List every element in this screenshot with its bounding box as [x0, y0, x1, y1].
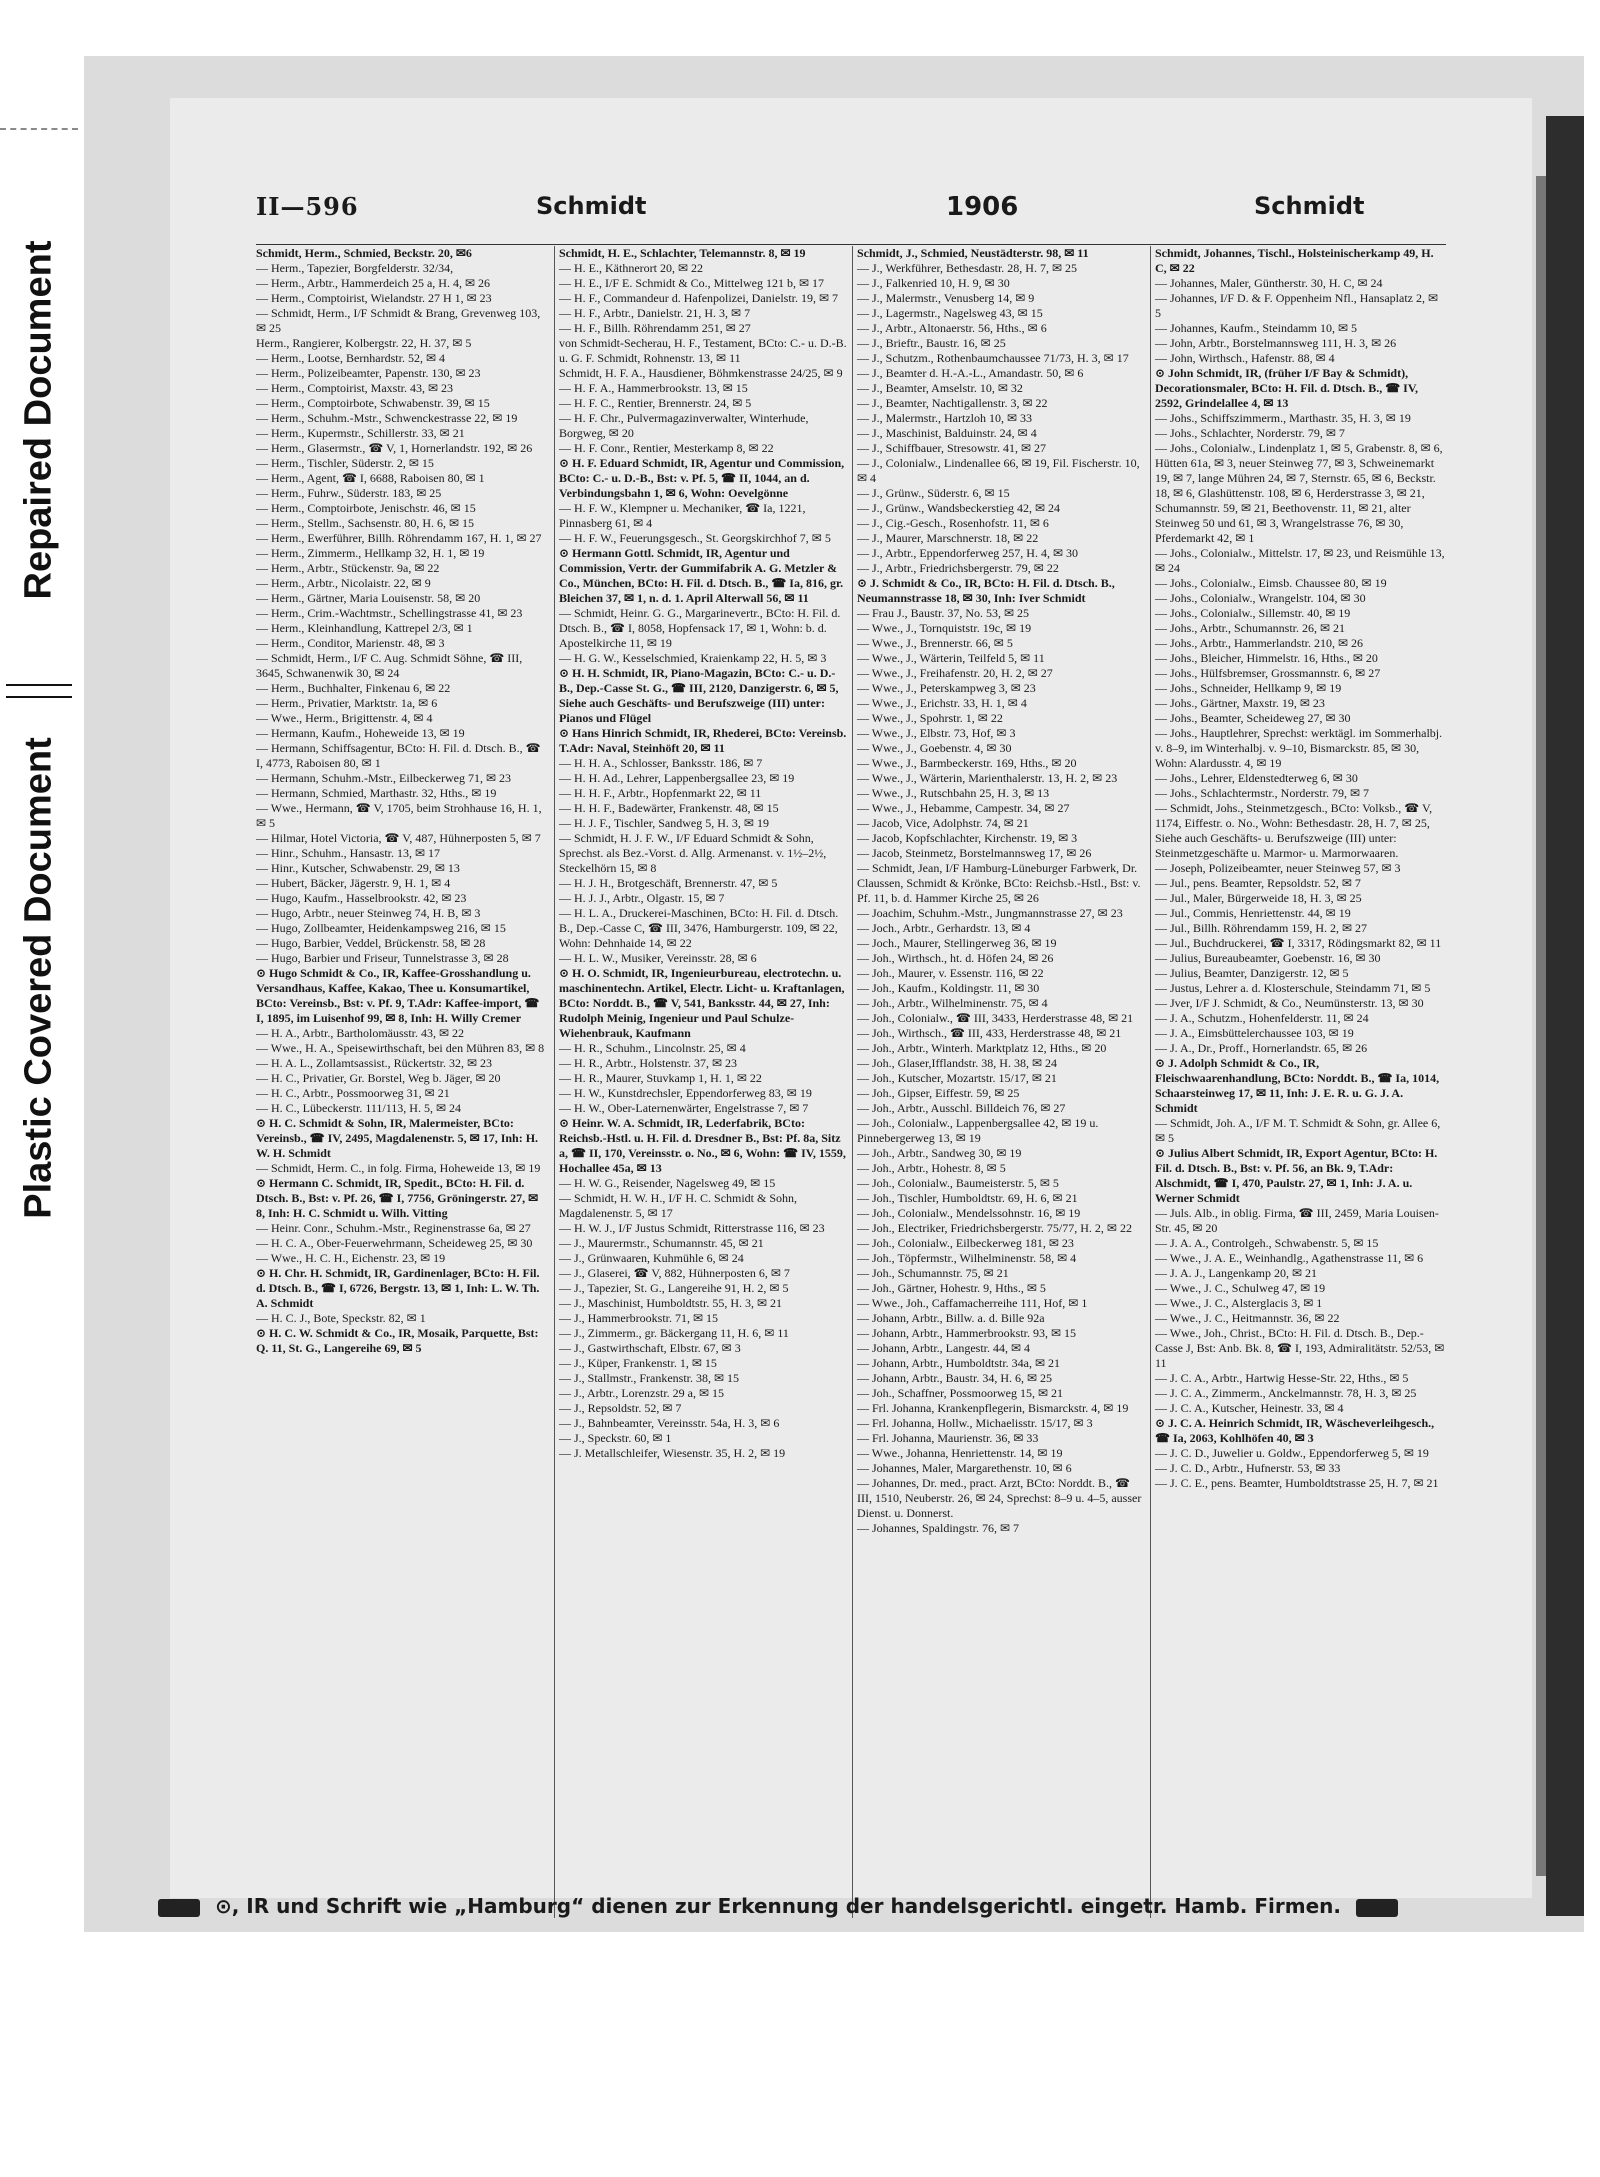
directory-entry: — H. H. Ad., Lehrer, Lappenbergsallee 23, ✉ 19	[559, 771, 795, 785]
directory-entry: — Johs., Gärtner, Maxstr. 19, ✉ 23	[1155, 696, 1325, 710]
directory-entry: — H. R., Maurer, Stuvkamp 1, H. 1, ✉ 22	[559, 1071, 762, 1085]
directory-entry: — Joseph, Polizeibeamter, neuer Steinweg 57, ✉ 3	[1155, 861, 1401, 875]
directory-entry: — Herm., Buchhalter, Finkenau 6, ✉ 22	[256, 681, 451, 695]
directory-entry: — J., Bahnbeamter, Vereinsstr. 54a, H. 3, ✉ 6	[559, 1416, 780, 1430]
directory-entry: — Wwe., J. C., Schulweg 47, ✉ 19	[1155, 1281, 1326, 1295]
directory-entry: — Jul., Billh. Röhrendamm 159, H. 2, ✉ 27	[1155, 921, 1368, 935]
directory-entry: — Wwe., J., Elbstr. 73, Hof, ✉ 3	[857, 726, 1016, 740]
directory-entry: — H. F., Commandeur d. Hafenpolizei, Danielstr. 19, ✉ 7	[559, 291, 839, 305]
directory-entry: — Hugo, Kaufm., Hasselbrookstr. 42, ✉ 23	[256, 891, 467, 905]
directory-entry: — H. F. W., Klempner u. Mechaniker, ☎ Ia, 1221, Pinnasberg 61, ✉ 4	[559, 501, 806, 530]
directory-entry: — J., Hammerbrookstr. 71, ✉ 15	[559, 1311, 719, 1325]
directory-entry: — Hugo, Arbtr., neuer Steinweg 74, H. B, ✉ 3	[256, 906, 481, 920]
directory-entry: — Wwe., J., Hebamme, Campestr. 34, ✉ 27	[857, 801, 1070, 815]
directory-entry: — J. C. A., Kutscher, Heinestr. 33, ✉ 4	[1155, 1401, 1344, 1415]
directory-entry: — Frl. Johanna, Krankenpflegerin, Bismarckstr. 4, ✉ 19	[857, 1401, 1129, 1415]
directory-entry: — Joh., Gärtner, Hohestr. 9, Hths., ✉ 5	[857, 1281, 1046, 1295]
directory-entry: Schmidt, Herm., Schmied, Beckstr. 20, ✉6	[256, 246, 472, 260]
directory-entry: — Johs., Hülfsbremser, Grossmannstr. 6, ✉ 27	[1155, 666, 1381, 680]
directory-entry: — H. F. C., Rentier, Brennerstr. 24, ✉ 5	[559, 396, 752, 410]
directory-entry: — Johannes, Dr. med., pract. Arzt, BCto: Norddt. B., ☎ III, 1510, Neuberstr. 26, ✉ 24, Sprechst: 8–9 u. 4–5, ausser Dienst. u. Donnerst.	[857, 1476, 1142, 1520]
directory-entry: — Herm., Stellm., Sachsenstr. 80, H. 6, ✉ 15	[256, 516, 475, 530]
directory-entry: — Joh., Schumannstr. 75, ✉ 21	[857, 1266, 1009, 1280]
directory-entry: — J., Falkenried 10, H. 9, ✉ 30	[857, 276, 1010, 290]
directory-entry: ⊙ Julius Albert Schmidt, IR, Export Agentur, BCto: H. Fil. d. Dtsch. B., Bst: v. Pf. 56, an Bk. 9, T.Adr: Alschmidt, ☎ I, 470, Paulstr. 27, ✉ 1, Inh: J. A. u. Werner Schmidt	[1155, 1146, 1438, 1205]
directory-entry: — J. A., Schutzm., Hohenfelderstr. 11, ✉ 24	[1155, 1011, 1369, 1025]
directory-entry: — J., Grünw., Wandsbeckerstieg 42, ✉ 24	[857, 501, 1061, 515]
directory-entry: — J. C. A., Zimmerm., Anckelmannstr. 78, H. 3, ✉ 25	[1155, 1386, 1417, 1400]
directory-entry: — Herm., Privatier, Marktstr. 1a, ✉ 6	[256, 696, 438, 710]
directory-entry: — Johannes, Maler, Güntherstr. 30, H. C, ✉ 24	[1155, 276, 1383, 290]
directory-entry: — Wwe., J., Erichstr. 33, H. 1, ✉ 4	[857, 696, 1027, 710]
directory-entry: — Joh., Wirthsch., ☎ III, 433, Herderstrasse 48, ✉ 21	[857, 1026, 1122, 1040]
directory-entry: ⊙ H. Chr. H. Schmidt, IR, Gardinenlager, BCto: H. Fil. d. Dtsch. B., ☎ I, 6726, Bergstr. 13, ✉ 1, Inh: L. W. Th. A. Schmidt	[256, 1266, 540, 1310]
directory-entry: — J., Maschinist, Humboldtstr. 55, H. 3, ✉ 21	[559, 1296, 783, 1310]
directory-entry: — Schmidt, Herm. C., in folg. Firma, Hoheweide 13, ✉ 19	[256, 1161, 541, 1175]
directory-entry: — Johann, Arbtr., Hammerbrookstr. 93, ✉ 15	[857, 1326, 1077, 1340]
label-divider	[6, 684, 72, 698]
directory-entry: — J., Zimmerm., gr. Bäckergang 11, H. 6, ✉ 11	[559, 1326, 789, 1340]
directory-entry: — J. C. E., pens. Beamter, Humboldtstrasse 25, H. 7, ✉ 21	[1155, 1476, 1439, 1490]
directory-entry: — Herm., Comptoirbote, Schwabenstr. 39, ✉ 15	[256, 396, 490, 410]
header-right-name: Schmidt	[1254, 192, 1365, 220]
directory-entry: — Hugo, Zollbeamter, Heidenkampsweg 216, ✉ 15	[256, 921, 506, 935]
directory-entry: — J., Maurer, Marschnerstr. 18, ✉ 22	[857, 531, 1039, 545]
directory-entry: — J., Grünwaaren, Kuhmühle 6, ✉ 24	[559, 1251, 744, 1265]
directory-entry: — Johs., Schlachtermstr., Norderstr. 79, ✉ 7	[1155, 786, 1370, 800]
directory-entry: — Herm., Conditor, Marienstr. 48, ✉ 3	[256, 636, 445, 650]
directory-entry: — Wwe., H. C. H., Eichenstr. 23, ✉ 19	[256, 1251, 446, 1265]
directory-entry: — Wwe., J., Freihafenstr. 20, H. 2, ✉ 27	[857, 666, 1053, 680]
directory-entry: — Juls. Alb., in oblig. Firma, ☎ III, 2459, Maria Louisen-Str. 45, ✉ 20	[1155, 1206, 1439, 1235]
directory-entry: ⊙ John Schmidt, IR, (früher I/F Bay & Schmidt), Decorationsmaler, BCto: H. Fil. d. Dtsch. B., ☎ IV, 2592, Grindelallee 4, ✉ 13	[1155, 366, 1418, 410]
directory-entry: — Johannes, Kaufm., Steindamm 10, ✉ 5	[1155, 321, 1358, 335]
directory-entry: — J., Beamter, Nachtigallenstr. 3, ✉ 22	[857, 396, 1048, 410]
directory-entry: — Joh., Colonialw., Eilbeckerweg 181, ✉ 23	[857, 1236, 1074, 1250]
directory-entry: — J., Tapezier, St. G., Langereihe 91, H. 2, ✉ 5	[559, 1281, 789, 1295]
directory-entry: — Wwe., J., Brennerstr. 66, ✉ 5	[857, 636, 1013, 650]
directory-entry: ⊙ J. C. A. Heinrich Schmidt, IR, Wäscheverleihgesch., ☎ Ia, 2063, Kohlhöfen 40, ✉ 3	[1155, 1416, 1435, 1445]
directory-entry: — Jacob, Kopfschlachter, Kirchenstr. 19, ✉ 3	[857, 831, 1078, 845]
directory-entry: — Herm., Arbtr., Hammerdeich 25 a, H. 4, ✉ 26	[256, 276, 491, 290]
directory-entry: — H. E., Käthnerort 20, ✉ 22	[559, 261, 704, 275]
directory-entry: — Herm., Kupermstr., Schillerstr. 33, ✉ 21	[256, 426, 465, 440]
directory-entry: — J., Arbtr., Altonaerstr. 56, Hths., ✉ 6	[857, 321, 1047, 335]
directory-entry: — J., Küper, Frankenstr. 1, ✉ 15	[559, 1356, 717, 1370]
directory-entry: — Johs., Schneider, Hellkamp 9, ✉ 19	[1155, 681, 1342, 695]
directory-entry: — H. C., Arbtr., Possmoorweg 31, ✉ 21	[256, 1086, 450, 1100]
directory-entry: — Johs., Colonialw., Wrangelstr. 104, ✉ 30	[1155, 591, 1366, 605]
directory-entry: — J., Glaserei, ☎ V, 882, Hühnerposten 6, ✉ 7	[559, 1266, 790, 1280]
directory-column-2	[554, 246, 849, 1918]
directory-entry: — J., Repsoldstr. 52, ✉ 7	[559, 1401, 682, 1415]
directory-entry: — H. W., Ober-Laternenwärter, Engelstrasse 7, ✉ 7	[559, 1101, 809, 1115]
directory-entry: — Schmidt, H. J. F. W., I/F Eduard Schmidt & Sohn, Sprechst. als Bez.-Vorst. d. Allg. Armenanst. v. 1½–2½, Steckelhörn 15, ✉ 8	[559, 831, 827, 875]
directory-entry: — H. C., Privatier, Gr. Borstel, Weg b. Jäger, ✉ 20	[256, 1071, 501, 1085]
directory-entry: — Hinr., Kutscher, Schwabenstr. 29, ✉ 13	[256, 861, 460, 875]
repaired-document-label: Repaired Document	[17, 240, 60, 600]
header-left-name: Schmidt	[536, 192, 647, 220]
directory-entry: — Herm., Ewerführer, Billh. Röhrendamm 167, H. 1, ✉ 27	[256, 531, 542, 545]
directory-entry: — Herm., Arbtr., Nicolaistr. 22, ✉ 9	[256, 576, 431, 590]
directory-entry: — Joh., Glaser,Ifflandstr. 38, H. 38, ✉ 24	[857, 1056, 1057, 1070]
directory-entry: — J., Malermstr., Hartzloh 10, ✉ 33	[857, 411, 1033, 425]
scanner-edge	[1546, 116, 1584, 1916]
directory-entry: ⊙ H. O. Schmidt, IR, Ingenieurbureau, electrotechn. u. maschinentechn. Artikel, Electr. Licht- u. Kraftanlagen, BCto: Norddt. B., ☎ V, 541, Banksstr. 44, ✉ 27, Inh: Rudolph Meinig, Ingenieur und Paul Schulze-Wiehenbrauk, Kaufmann	[559, 966, 845, 1040]
directory-entry: — Justus, Lehrer a. d. Klosterschule, Steindamm 71, ✉ 5	[1155, 981, 1431, 995]
directory-entry: ⊙ J. Schmidt & Co., IR, BCto: H. Fil. d. Dtsch. B., Neumannstrasse 18, ✉ 30, Inh: Iver Schmidt	[857, 576, 1115, 605]
document-status-sidebar	[0, 0, 78, 2177]
directory-entry: — Frl. Johanna, Hollw., Michaelisstr. 15/17, ✉ 3	[857, 1416, 1093, 1430]
directory-entry: — Johs., Schiffszimmerm., Marthastr. 35, H. 3, ✉ 19	[1155, 411, 1411, 425]
directory-entry: — J. C. D., Arbtr., Hufnerstr. 53, ✉ 33	[1155, 1461, 1341, 1475]
directory-entry: — John, Arbtr., Borstelmannsweg 111, H. 3, ✉ 26	[1155, 336, 1397, 350]
directory-entry: — Herm., Gärtner, Maria Louisenstr. 58, ✉ 20	[256, 591, 481, 605]
directory-entry: — Wwe., J. A. E., Weinhandlg., Agathenstrasse 11, ✉ 6	[1155, 1251, 1424, 1265]
directory-entry: ⊙ Hans Hinrich Schmidt, IR, Rhederei, BCto: Vereinsb. T.Adr: Naval, Steinhöft 20, ✉ 11	[559, 726, 847, 755]
directory-entry: — Joh., Arbtr., Hohestr. 8, ✉ 5	[857, 1161, 1006, 1175]
directory-entry: ⊙ Heinr. W. A. Schmidt, IR, Lederfabrik, BCto: Reichsb.-Hstl. u. H. Fil. d. Dresdner B., Bst: Pf. 8a, Sitz a, ☎ II, 170, Vereinsstr. o. No., ✉ 6, Wohn: ☎ IV, 1559, Hochallee 45a, ✉ 13	[559, 1116, 846, 1175]
directory-entry: — J., Beamter d. H.-A.-L., Amandastr. 50, ✉ 6	[857, 366, 1084, 380]
directory-column-1	[256, 246, 546, 1918]
directory-entry: — Herm., Comptoirist, Maxstr. 43, ✉ 23	[256, 381, 454, 395]
directory-entry: von Schmidt-Secherau, H. F., Testament, BCto: C.- u. D.-B. u. G. F. Schmidt, Rohnenstr. 13, ✉ 11	[559, 336, 847, 365]
directory-entry: — John, Wirthsch., Hafenstr. 88, ✉ 4	[1155, 351, 1335, 365]
directory-entry: — Herm., Comptoirbote, Jenischstr. 46, ✉ 15	[256, 501, 476, 515]
directory-entry: — Johs., Arbtr., Schumannstr. 26, ✉ 21	[1155, 621, 1346, 635]
directory-entry: — Joh., Arbtr., Sandweg 30, ✉ 19	[857, 1146, 1022, 1160]
directory-entry: — Johannes, Maler, Margarethenstr. 10, ✉ 6	[857, 1461, 1072, 1475]
directory-entry: — H. F., Billh. Röhrendamm 251, ✉ 27	[559, 321, 751, 335]
directory-entry: — J., Colonialw., Lindenallee 66, ✉ 19, Fil. Fischerstr. 10, ✉ 4	[857, 456, 1140, 485]
directory-entry: — H. J. F., Tischler, Sandweg 5, H. 3, ✉ 19	[559, 816, 769, 830]
directory-entry: — Jul., Commis, Henriettenstr. 44, ✉ 19	[1155, 906, 1351, 920]
directory-entry: — Hugo, Barbier und Friseur, Tunnelstrasse 3, ✉ 28	[256, 951, 509, 965]
directory-entry: — Herm., Comptoirist, Wielandstr. 27 H 1, ✉ 23	[256, 291, 492, 305]
directory-entry: — Joh., Arbtr., Ausschl. Billdeich 76, ✉ 27	[857, 1101, 1066, 1115]
directory-entry: — Joh., Colonialw., Lappenbergsallee 42, ✉ 19 u. Pinnebergerweg 13, ✉ 19	[857, 1116, 1099, 1145]
directory-entry: — Wwe., H. A., Speisewirthschaft, bei den Mühren 83, ✉ 8	[256, 1041, 545, 1055]
directory-entry: — Julius, Bureaubeamter, Goebenstr. 16, ✉ 30	[1155, 951, 1381, 965]
directory-entry: — Herm., Schuhm.-Mstr., Schwenckestrasse 22, ✉ 19	[256, 411, 518, 425]
directory-entry: — Schmidt, Jean, I/F Hamburg-Lüneburger Farbwerk, Dr. Claussen, Schmidt & Krönke, BCto: Reichsb.-Hstl., Bst: v. Pf. 11, b. d. Hammer Kirche 25, ✉ 26	[857, 861, 1141, 905]
directory-entry: — Herm., Lootse, Bernhardstr. 52, ✉ 4	[256, 351, 446, 365]
directory-entry: — Joh., Arbtr., Wilhelminenstr. 75, ✉ 4	[857, 996, 1048, 1010]
directory-entry: — Joh., Schaffner, Possmoorweg 15, ✉ 21	[857, 1386, 1064, 1400]
directory-entry: — Johs., Bleicher, Himmelstr. 16, Hths., ✉ 20	[1155, 651, 1378, 665]
directory-entry: — Joh., Maurer, v. Essenstr. 116, ✉ 22	[857, 966, 1044, 980]
directory-entry: — Wwe., Joh., Christ., BCto: H. Fil. d. Dtsch. B., Dep.-Casse J, Bst: Anb. Bk. 8, ☎ I, 193, Admiralitätstr. 52/53, ✉ 11	[1155, 1326, 1445, 1370]
directory-entry: — J., Maschinist, Balduinstr. 24, ✉ 4	[857, 426, 1037, 440]
directory-entry: — Herm., Tischler, Süderstr. 2, ✉ 15	[256, 456, 434, 470]
directory-entry: — J. A. A., Controlgeh., Schwabenstr. 5, ✉ 15	[1155, 1236, 1379, 1250]
directory-entry: — H. L. A., Druckerei-Maschinen, BCto: H. Fil. d. Dtsch. B., Dep.-Casse C, ☎ III, 3476, Hamburgerstr. 109, ✉ 22, Wohn: Dehnhaide 14, ✉ 22	[559, 906, 839, 950]
directory-entry: — Schmidt, Heinr. G. G., Margarinevertr., BCto: H. Fil. d. Dtsch. B., ☎ I, 8058, Hopfensack 17, ✉ 1, Wohn: b. d. Apostelkirche 11, ✉ 19	[559, 606, 841, 650]
header-rule	[256, 244, 1446, 245]
directory-entry: — H. F., Arbtr., Danielstr. 21, H. 3, ✉ 7	[559, 306, 751, 320]
directory-entry: — J., Speckstr. 60, ✉ 1	[559, 1431, 672, 1445]
directory-entry: Herm., Rangierer, Kolbergstr. 22, H. 37, ✉ 5	[256, 336, 472, 350]
directory-entry: — J. A., Eimsbüttelerchaussee 103, ✉ 19	[1155, 1026, 1354, 1040]
directory-entry: — H. H. F., Arbtr., Hopfenmarkt 22, ✉ 11	[559, 786, 762, 800]
directory-entry: — J., Schiffbauer, Stresowstr. 41, ✉ 27	[857, 441, 1047, 455]
directory-entry: — Johs., Colonialw., Mittelstr. 17, ✉ 23, und Reismühle 13, ✉ 24	[1155, 546, 1445, 575]
directory-entry: — H. F. A., Hammerbrookstr. 13, ✉ 15	[559, 381, 748, 395]
directory-entry: — Johs., Beamter, Scheideweg 27, ✉ 30	[1155, 711, 1351, 725]
directory-entry: — Joch., Maurer, Stellingerweg 36, ✉ 19	[857, 936, 1057, 950]
directory-entry: — Jacob, Vice, Adolphstr. 74, ✉ 21	[857, 816, 1029, 830]
directory-entry: — Frau J., Baustr. 37, No. 53, ✉ 25	[857, 606, 1030, 620]
directory-entry: Schmidt, H. F. A., Hausdiener, Böhmkenstrasse 24/25, ✉ 9	[559, 366, 843, 380]
directory-entry: — Jacob, Steinmetz, Borstelmannsweg 17, ✉ 26	[857, 846, 1092, 860]
directory-entry: — H. W. G., Reisender, Nagelsweg 49, ✉ 15	[559, 1176, 776, 1190]
directory-entry: — Wwe., J. C., Alsterglacis 3, ✉ 1	[1155, 1296, 1323, 1310]
directory-entry: ⊙ Hermann Gottl. Schmidt, IR, Agentur und Commission, Vertr. der Gummifabrik A. G. Metzler & Co., München, BCto: H. Fil. d. Dtsch. B., ☎ Ia, 816, gr. Bleichen 37, ✉ 1, n. d. 1. April Alterwall 56, ✉ 11	[559, 546, 844, 605]
directory-entry: — Joachim, Schuhm.-Mstr., Jungmannstrasse 27, ✉ 23	[857, 906, 1123, 920]
directory-entry: — Wwe., J., Rutschbahn 25, H. 3, ✉ 13	[857, 786, 1050, 800]
directory-entry: — Wwe., J., Barmbeckerstr. 169, Hths., ✉ 20	[857, 756, 1077, 770]
directory-entry: Schmidt, H. E., Schlachter, Telemannstr. 8, ✉ 19	[559, 246, 806, 260]
directory-entry: — Johs., Colonialw., Lindenplatz 1, ✉ 5, Grabenstr. 8, ✉ 6, Hütten 61a, ✉ 3, neuer Steinweg 77, ✉ 3, Schweinemarkt 19, ✉ 7, lange Mühren 24, ✉ 7, Sternstr. 65, ✉ 6, Beckstr. 18, ✉ 6, Glashüttenstr. 108, ✉ 6, Herderstrasse 3, ✉ 21, Schumannstr. 59, ✉ 21, Beethovenstr. 11, ✉ 21, alter Steinweg 50 und 61, ✉ 3, Wrangelstrasse 76, ✉ 30, Pferdemarkt 42, ✉ 1	[1155, 441, 1443, 545]
directory-entry: — H. G. W., Kesselschmied, Kraienkamp 22, H. 5, ✉ 3	[559, 651, 827, 665]
directory-entry: — Schmidt, Johs., Steinmetzgesch., BCto: Volksb., ☎ V, 1174, Eiffestr. o. No., Wohn: Bethesdastr. 28, H. 7, ✉ 25, Siehe auch Geschäfts- u. Berufszweige (III) unter: Steinmetzgeschäfte u. Marmor- u. Marmorwaaren.	[1155, 801, 1433, 860]
directory-entry: — Herm., Polizeibeamter, Papenstr. 130, ✉ 23	[256, 366, 481, 380]
directory-entry: — Joh., Tischler, Humboldtstr. 69, H. 6, ✉ 21	[857, 1191, 1078, 1205]
directory-entry: — H. W., Kunstdrechsler, Eppendorferweg 83, ✉ 19	[559, 1086, 812, 1100]
dashed-separator	[0, 128, 78, 130]
directory-entry: — H. H. A., Schlosser, Banksstr. 186, ✉ 7	[559, 756, 763, 770]
directory-entry: — Hermann, Schmied, Marthastr. 32, Hths., ✉ 19	[256, 786, 497, 800]
directory-entry: — H. W. J., I/F Justus Schmidt, Ritterstrasse 116, ✉ 23	[559, 1221, 825, 1235]
directory-entry: Schmidt, J., Schmied, Neustädterstr. 98, ✉ 11	[857, 246, 1089, 260]
directory-entry: — J., Grünw., Süderstr. 6, ✉ 15	[857, 486, 1010, 500]
directory-entry: — Johann, Arbtr., Humboldtstr. 34a, ✉ 21	[857, 1356, 1061, 1370]
directory-page	[170, 98, 1532, 1898]
directory-entry: — Wwe., J., Peterskampweg 3, ✉ 23	[857, 681, 1036, 695]
directory-entry: — Herm., Glasermstr., ☎ V, 1, Hornerlandstr. 192, ✉ 26	[256, 441, 533, 455]
directory-entry: — Johs., Schlachter, Norderstr. 79, ✉ 7	[1155, 426, 1345, 440]
directory-entry: — Schmidt, Herm., I/F C. Aug. Schmidt Söhne, ☎ III, 3645, Schwanenwik 30, ✉ 24	[256, 651, 523, 680]
directory-entry: — Hugo, Barbier, Veddel, Brückenstr. 58, ✉ 28	[256, 936, 486, 950]
scanned-page-frame	[84, 56, 1584, 1932]
directory-entry: — Wwe., Herm., Brigittenstr. 4, ✉ 4	[256, 711, 433, 725]
directory-entry: — J., Stallmstr., Frankenstr. 38, ✉ 15	[559, 1371, 740, 1385]
directory-entry: — H. C. J., Bote, Speckstr. 82, ✉ 1	[256, 1311, 426, 1325]
directory-column-4	[1150, 246, 1445, 1918]
directory-entry: — Joh., Electriker, Friedrichsbergerstr. 75/77, H. 2, ✉ 22	[857, 1221, 1132, 1235]
directory-entry: — Herm., Zimmerm., Hellkamp 32, H. 1, ✉ 19	[256, 546, 485, 560]
directory-entry: — Joh., Colonialw., ☎ III, 3433, Herderstrasse 48, ✉ 21	[857, 1011, 1134, 1025]
directory-entry: — H. F. W., Feuerungsgesch., St. Georgskirchhof 7, ✉ 5	[559, 531, 831, 545]
directory-entry: — H. C., Lübeckerstr. 111/113, H. 5, ✉ 24	[256, 1101, 462, 1115]
directory-entry: — Johann, Arbtr., Langestr. 44, ✉ 4	[857, 1341, 1031, 1355]
page-footer	[150, 1894, 1390, 1928]
directory-entry: — Joch., Arbtr., Gerhardstr. 13, ✉ 4	[857, 921, 1031, 935]
directory-column-3	[852, 246, 1147, 1918]
directory-entry: — H. E., I/F E. Schmidt & Co., Mittelweg 121 b, ✉ 17	[559, 276, 825, 290]
directory-entry: — H. A. L., Zollamtsassist., Rückertstr. 32, ✉ 23	[256, 1056, 493, 1070]
directory-entry: — Wwe., J., Tornquiststr. 19c, ✉ 19	[857, 621, 1032, 635]
directory-entry: — Hinr., Schuhm., Hansastr. 13, ✉ 17	[256, 846, 441, 860]
directory-entry: ⊙ Hermann C. Schmidt, IR, Spedit., BCto: H. Fil. d. Dtsch. B., Bst: v. Pf. 26, ☎ I, 7756, Gröningerstr. 27, ✉ 8, Inh: H. C. Schmidt u. Wilh. Vitting	[256, 1176, 539, 1220]
directory-entry: — J., Gastwirthschaft, Elbstr. 67, ✉ 3	[559, 1341, 741, 1355]
directory-entry: — H. R., Schuhm., Lincolnstr. 25, ✉ 4	[559, 1041, 746, 1055]
directory-entry: — J., Cig.-Gesch., Rosenhofstr. 11, ✉ 6	[857, 516, 1049, 530]
directory-entry: — H. A., Arbtr., Bartholomäusstr. 43, ✉ 22	[256, 1026, 465, 1040]
directory-entry: — Joh., Arbtr., Winterh. Marktplatz 12, Hths., ✉ 20	[857, 1041, 1107, 1055]
directory-entry: — Hermann, Schuhm.-Mstr., Eilbeckerweg 71, ✉ 23	[256, 771, 512, 785]
directory-entry: — Herm., Agent, ☎ I, 6688, Raboisen 80, ✉ 1	[256, 471, 485, 485]
directory-entry: — Wwe., Joh., Caffamacherreihe 111, Hof, ✉ 1	[857, 1296, 1088, 1310]
directory-entry: — H. F. Chr., Pulvermagazinverwalter, Winterhude, Borgweg, ✉ 20	[559, 411, 809, 440]
page-header	[256, 192, 1436, 232]
directory-entry: — J. C. D., Juwelier u. Goldw., Eppendorferweg 5, ✉ 19	[1155, 1446, 1429, 1460]
directory-entry: — Herm., Crim.-Wachtmstr., Schellingstrasse 41, ✉ 23	[256, 606, 523, 620]
directory-entry: ⊙ H. F. Eduard Schmidt, IR, Agentur und Commission, BCto: C.- u. D.-B., Bst: v. Pf. 5, ☎ II, 1044, an d. Verbindungsbahn 1, ✉ 6, Wohn: Oevelgönne	[559, 456, 845, 500]
directory-entry: ⊙ Hugo Schmidt & Co., IR, Kaffee-Grosshandlung u. Versandhaus, Kaffee, Kakao, Thee u. Konsumartikel, BCto: Vereinsb., Bst: v. Pf. 9, T.Adr: Kaffee-import, ☎ I, 1895, im Luisenhof 99, ✉ 8, Inh: H. Willy Cremer	[256, 966, 540, 1025]
directory-entry: — Joh., Wirthsch., ht. d. Höfen 24, ✉ 26	[857, 951, 1054, 965]
directory-entry: — J., Schutzm., Rothenbaumchaussee 71/73, H. 3, ✉ 17	[857, 351, 1129, 365]
directory-entry: — J. Metallschleifer, Wiesenstr. 35, H. 2, ✉ 19	[559, 1446, 786, 1460]
directory-entry: — H. R., Arbtr., Holstenstr. 37, ✉ 23	[559, 1056, 738, 1070]
directory-entry: — Hermann, Kaufm., Hoheweide 13, ✉ 19	[256, 726, 465, 740]
directory-entry: — Joh., Töpfermstr., Wilhelminenstr. 58, ✉ 4	[857, 1251, 1077, 1265]
directory-entry: — Joh., Kutscher, Mozartstr. 15/17, ✉ 21	[857, 1071, 1057, 1085]
directory-entry: — Johs., Arbtr., Hammerlandstr. 210, ✉ 26	[1155, 636, 1364, 650]
directory-entry: — Wwe., Johanna, Henriettenstr. 14, ✉ 19	[857, 1446, 1063, 1460]
page-number: II—596	[256, 192, 359, 221]
directory-entry: — Hilmar, Hotel Victoria, ☎ V, 487, Hühnerposten 5, ✉ 7	[256, 831, 541, 845]
directory-entry: — Wwe., J., Wärterin, Teilfeld 5, ✉ 11	[857, 651, 1045, 665]
directory-entry: ⊙ H. C. W. Schmidt & Co., IR, Mosaik, Parquette, Bst: Q. 11, St. G., Langereihe 69, ✉ 5	[256, 1326, 539, 1355]
directory-entry: — J., Arbtr., Lorenzstr. 29 a, ✉ 15	[559, 1386, 725, 1400]
directory-entry: — J., Arbtr., Eppendorferweg 257, H. 4, ✉ 30	[857, 546, 1079, 560]
directory-entry: ⊙ H. H. Schmidt, IR, Piano-Magazin, BCto: C.- u. D.-B., Dep.-Casse St. G., ☎ III, 2120, Danzigerstr. 6, ✉ 5, Siehe auch Geschäfts- und Berufszweige (III) unter: Pianos und Flügel	[559, 666, 839, 725]
directory-entry: — Frl. Johanna, Maurienstr. 36, ✉ 33	[857, 1431, 1039, 1445]
directory-entry: — Joh., Colonialw., Mendelssohnstr. 16, ✉ 19	[857, 1206, 1081, 1220]
directory-entry: — Herm., Kleinhandlung, Kattrepel 2/3, ✉ 1	[256, 621, 473, 635]
pointing-hand-icon	[1356, 1899, 1398, 1917]
directory-entry: — J., Brieftr., Baustr. 16, ✉ 25	[857, 336, 1006, 350]
directory-entry: — Julius, Beamter, Danzigerstr. 12, ✉ 5	[1155, 966, 1349, 980]
directory-entry: — Jver, I/F J. Schmidt, & Co., Neumünsterstr. 13, ✉ 30	[1155, 996, 1424, 1010]
directory-entry: — Johs., Lehrer, Eldenstedterweg 6, ✉ 30	[1155, 771, 1358, 785]
directory-entry: — J. A., Dr., Proff., Hornerlandstr. 65, ✉ 26	[1155, 1041, 1368, 1055]
pointing-hand-icon	[158, 1899, 200, 1917]
directory-entry: Schmidt, Johannes, Tischl., Holsteinischerkamp 49, H. C, ✉ 22	[1155, 246, 1434, 275]
directory-entry: — Joh., Gipser, Eiffestr. 59, ✉ 25	[857, 1086, 1020, 1100]
directory-entry: — Johs., Hauptlehrer, Sprechst: werktägl. im Sommerhalbj. v. 8–9, im Winterhalbj. v. 9–10, Bismarckstr. 85, ✉ 30, Wohn: Alardusstr. 4, ✉ 19	[1155, 726, 1443, 770]
directory-entry: — H. F. Conr., Rentier, Mesterkamp 8, ✉ 22	[559, 441, 774, 455]
directory-entry: — J., Maurermstr., Schumannstr. 45, ✉ 21	[559, 1236, 764, 1250]
directory-entry: — J., Arbtr., Friedrichsbergerstr. 79, ✉ 22	[857, 561, 1059, 575]
directory-entry: ⊙ H. C. Schmidt & Sohn, IR, Malermeister, BCto: Vereinsb., ☎ IV, 2495, Magdalenenstr. 5, ✉ 17, Inh: H. W. H. Schmidt	[256, 1116, 539, 1160]
directory-entry: — H. J. H., Brotgeschäft, Brennerstr. 47, ✉ 5	[559, 876, 778, 890]
directory-entry: — J., Malermstr., Venusberg 14, ✉ 9	[857, 291, 1035, 305]
directory-entry: — Wwe., J., Goebenstr. 4, ✉ 30	[857, 741, 1012, 755]
directory-entry: — Jul., pens. Beamter, Repsoldstr. 52, ✉ 7	[1155, 876, 1361, 890]
directory-entry: — Johannes, Spaldingstr. 76, ✉ 7	[857, 1521, 1020, 1535]
plastic-covered-document-label: Plastic Covered Document	[17, 737, 60, 1219]
directory-entry: — Herm., Arbtr., Stückenstr. 9a, ✉ 22	[256, 561, 440, 575]
directory-entry: — J., Werkführer, Bethesdastr. 28, H. 7, ✉ 25	[857, 261, 1078, 275]
footer-text: ⊙, IR und Schrift wie „Hamburg“ dienen zur Erkennung der handelsgerichtl. eingetr. Hamb. Firmen.	[214, 1894, 1341, 1918]
header-year: 1906	[946, 192, 1019, 222]
directory-entry: — H. H. F., Badewärter, Frankenstr. 48, ✉ 15	[559, 801, 779, 815]
directory-entry: — Wwe., J. C., Heitmannstr. 36, ✉ 22	[1155, 1311, 1340, 1325]
page-binding-edge	[1536, 176, 1546, 1876]
directory-entry: — J. C. A., Arbtr., Hartwig Hesse-Str. 22, Hths., ✉ 5	[1155, 1371, 1409, 1385]
directory-entry: — Herm., Fuhrw., Süderstr. 183, ✉ 25	[256, 486, 442, 500]
directory-entry: — Schmidt, H. W. H., I/F H. C. Schmidt & Sohn, Magdalenenstr. 5, ✉ 17	[559, 1191, 798, 1220]
directory-entry: — J. A. J., Langenkamp 20, ✉ 21	[1155, 1266, 1318, 1280]
directory-entry: — Schmidt, Joh. A., I/F M. T. Schmidt & Sohn, gr. Allee 6, ✉ 5	[1155, 1116, 1441, 1145]
directory-entry: — J., Beamter, Amselstr. 10, ✉ 32	[857, 381, 1023, 395]
directory-entry: — H. J. J., Arbtr., Olgastr. 15, ✉ 7	[559, 891, 725, 905]
directory-entry: — Jul., Buchdruckerei, ☎ I, 3317, Rödingsmarkt 82, ✉ 11	[1155, 936, 1442, 950]
directory-entry: — Heinr. Conr., Schuhm.-Mstr., Reginenstrasse 6a, ✉ 27	[256, 1221, 531, 1235]
directory-entry: — Johs., Colonialw., Eimsb. Chaussee 80, ✉ 19	[1155, 576, 1387, 590]
directory-entry: — Wwe., J., Spohrstr. 1, ✉ 22	[857, 711, 1003, 725]
directory-entry: ⊙ J. Adolph Schmidt & Co., IR, Fleischwaarenhandlung, BCto: Norddt. B., ☎ Ia, 1014, Schaarsteinweg 17, ✉ 11, Inh: J. E. R. u. G. J. A. Schmidt	[1155, 1056, 1440, 1115]
directory-entry: — Wwe., J., Wärterin, Marienthalerstr. 13, H. 2, ✉ 23	[857, 771, 1118, 785]
directory-entry: — Hermann, Schiffsagentur, BCto: H. Fil. d. Dtsch. B., ☎ I, 4773, Raboisen 80, ✉ 1	[256, 741, 541, 770]
directory-entry: — Johs., Colonialw., Sillemstr. 40, ✉ 19	[1155, 606, 1351, 620]
directory-entry: — Jul., Maler, Bürgerweide 18, H. 3, ✉ 25	[1155, 891, 1362, 905]
directory-entry: — Herm., Tapezier, Borgfelderstr. 32/34,	[256, 261, 454, 275]
directory-entry: — Johann, Arbtr., Baustr. 34, H. 6, ✉ 25	[857, 1371, 1053, 1385]
directory-entry: — Joh., Kaufm., Koldingstr. 11, ✉ 30	[857, 981, 1040, 995]
directory-entry: — J., Lagermstr., Nagelsweg 43, ✉ 15	[857, 306, 1043, 320]
directory-entry: — H. L. W., Musiker, Vereinsstr. 28, ✉ 6	[559, 951, 757, 965]
directory-entry: — Schmidt, Herm., I/F Schmidt & Brang, Grevenweg 103, ✉ 25	[256, 306, 541, 335]
directory-entry: — Wwe., Hermann, ☎ V, 1705, beim Strohhause 16, H. 1, ✉ 5	[256, 801, 542, 830]
directory-columns	[256, 246, 1446, 1926]
directory-entry: — Joh., Colonialw., Baumeisterstr. 5, ✉ 5	[857, 1176, 1059, 1190]
directory-entry: — Hubert, Bäcker, Jägerstr. 9, H. 1, ✉ 4	[256, 876, 451, 890]
directory-entry: — Johann, Arbtr., Billw. a. d. Bille 92a	[857, 1311, 1045, 1325]
directory-entry: — H. C. A., Ober-Feuerwehrmann, Scheideweg 25, ✉ 30	[256, 1236, 533, 1250]
directory-entry: — Johannes, I/F D. & F. Oppenheim Nfl., Hansaplatz 2, ✉ 5	[1155, 291, 1439, 320]
